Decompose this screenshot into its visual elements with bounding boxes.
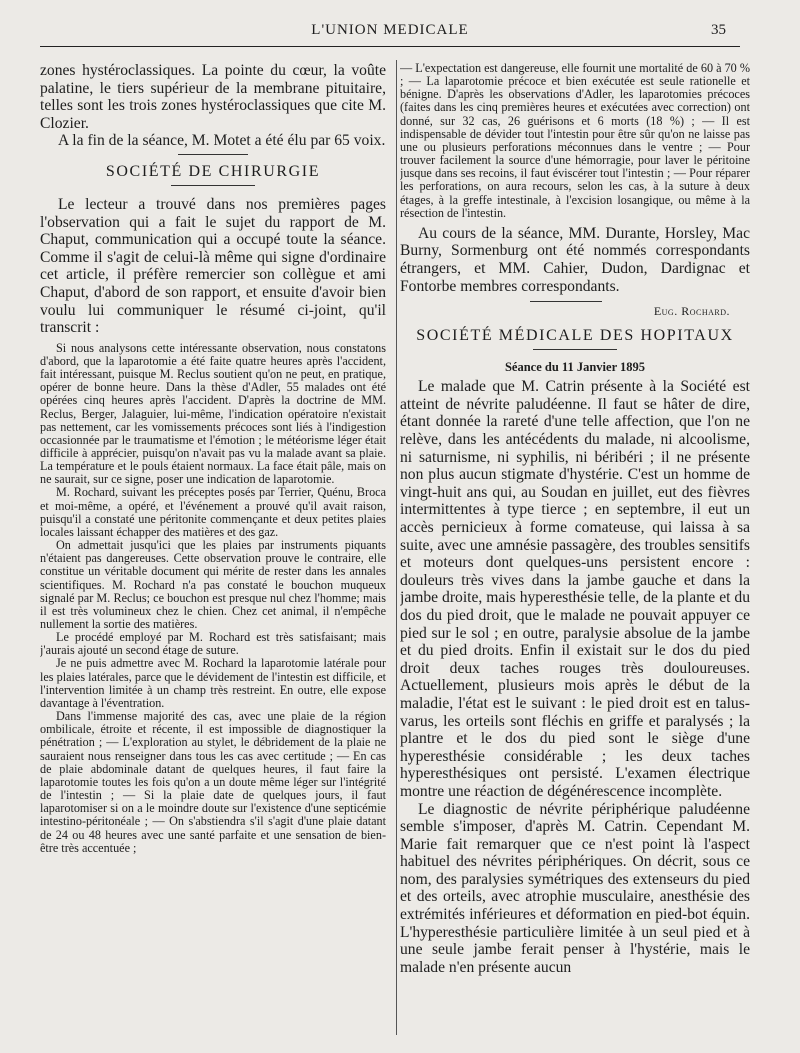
header-rule: [40, 46, 740, 47]
paragraph: zones hystéroclassiques. La pointe du cœur, la voûte palatine, le tiers supérieur de la membrane pituitaire, telles sont les trois zones hystéroclassiques que cite M. Clozier.: [40, 62, 386, 132]
section-title-chirurgie: SOCIÉTÉ DE CHIRURGIE: [105, 162, 321, 180]
quoted-paragraph: Je ne puis admettre avec M. Rochard la laparotomie latérale pour les plaies latérales, parce que le dévidement de l'intestin est difficile, et l'intervention limitée à un champ très restreint. En outre, elle expose davantage à l'éventration.: [40, 656, 386, 710]
paragraph: Le lecteur a trouvé dans nos premières pages l'observation qui a fait le sujet du rapport de M. Chaput, communication qui a occupé toute la séance. Comme il s'agit de celui-là même qui signe d'ordinaire cet article, il préfère remercier son collègue et ami Chaput, d'abord de son rapport, et ensuite d'avoir bien voulu lui communiquer le résumé ci-joint, qu'il transcrit :: [40, 195, 386, 337]
section-title-hopitaux: SOCIÉTÉ MÉDICALE DES HOPITAUX: [416, 327, 734, 345]
session-date: Séance du 11 Janvier 1895: [504, 360, 646, 375]
section-rule: [171, 185, 255, 186]
quoted-paragraph: M. Rochard, suivant les préceptes posés par Terrier, Quénu, Broca et moi-même, a opéré, et l'événement a prouvé qu'il avait raison, puisqu'il a constaté une péritonite commençante et deux petites plaies locales laissant échapper des matières et des gaz.: [40, 485, 386, 539]
quoted-paragraph: On admettait jusqu'ici que les plaies par instruments piquants n'étaient pas dangereuses. Cette observation prouve le contraire, elle constitue un véritable document qui mérite de rester dans les annales scientifiques. M. Rochard n'a pas constaté le bouchon muqueux signalé par M. Reclus; ce bouchon est presque nul chez l'homme; mais il est très volumineux chez le chien. Chez cet animal, il n'empêche nullement la sortie des matières.: [40, 538, 386, 631]
right-column: [400, 62, 750, 1042]
paragraph: Le diagnostic de névrite périphérique paludéenne semble s'imposer, d'après M. Catrin. Cependant M. Marie fait remarquer que ce n'est point là l'aspect habituel des névrites périphériques. On décrit, sous ce nom, des paralysies symétriques des extenseurs du pied et des orteils, avec atrophie musculaire, anesthésie des extrémités inférieures et déformation en pied-bot équin. L'hyperesthésie particulière limitée à un seul pied et à une seule jambe ferait penser à l'hystérie, mais le malade n'en présente aucun: [400, 800, 750, 976]
signature-rule: [530, 301, 602, 302]
paragraph: A la fin de la séance, M. Motet a été élu par 65 voix.: [58, 132, 386, 150]
running-header: [40, 20, 740, 44]
left-column: [40, 62, 386, 1042]
separator: [178, 154, 248, 155]
quoted-paragraph: Dans l'immense majorité des cas, avec une plaie de la région ombilicale, étroite et récente, il est impossible de diagnostiquer la pénétration ; — L'exploration au stylet, le débridement de la plaie ne sauraient nous renseigner dans tous les cas avec certitude ; — En cas de plaie abdominale datant de quelques heures, il faut faire la laparotomie toutes les fois qu'on a un doute même léger sur l'intégrité de l'intestin ; — Si la plaie date de quelques jours, il faut laparotomiser si on a le moindre doute sur l'existence d'une septicémie intestino-péritonéale ; — On s'abstiendra s'il s'agit d'une plaie datant de 24 ou 48 heures avec une santé parfaite et une sensation de bien-être très accentuée ;: [40, 709, 386, 855]
paragraph: Au cours de la séance, MM. Durante, Horsley, Mac Burny, Sormenburg ont été nommés correspondants étrangers, et MM. Cahier, Dudon, Dardignac et Fontorbe membres correspondants.: [400, 224, 750, 295]
quoted-paragraph: Le procédé employé par M. Rochard est très satisfaisant; mais j'aurais ajouté un second étage de suture.: [40, 630, 386, 658]
section-rule: [533, 349, 617, 350]
quoted-paragraph: Si nous analysons cette intéressante observation, nous constatons d'abord, que la laparotomie a été faite quatre heures après l'accident, fait intéressant, puisque M. Reclus soutient qu'on ne peut, en pratique, opérer de bonne heure. Dans la thèse d'Adler, 55 malades ont été opérées cinq heures après l'accident. D'après la doctrine de MM. Reclus, Berger, Jalaguier, lui-même, l'indication opératoire n'existait pas nettement, car les vomissements précoces sont liés à l'indigestion occasionnée par le traumatisme et l'émotion ; le météorisme léger était difficile à apprécier, puisqu'on n'avait pas vu la malade avant sa plaie. La température et le pouls étaient normaux. La face était pâle, mais on ne saurait, sur ce signe, poser une indication de laparotomie.: [40, 340, 386, 487]
signature: Eug. Rochard.: [653, 304, 730, 319]
column-divider: [396, 60, 397, 1035]
page-number: 35: [711, 22, 726, 38]
paragraph: Le malade que M. Catrin présente à la Société est atteint de névrite paludéenne. Il faut se hâter de dire, étant donnée la rareté d'une telle affection, que l'on ne relève, dans les antécédents du malade, ni alcoolisme, ni saturnisme, ni syphilis, ni béribéri ; il ne présente non plus aucun stigmate d'hystérie. C'est un homme de vingt-huit ans qui, au Soudan en juillet, eut des fièvres intermittentes à type tierce ; en septembre, il eut un accès pernicieux à forme comateuse, qui laissa à sa suite, avec une amnésie passagère, des troubles sensitifs et moteurs dont quelques-uns persistent encore : douleurs très vives dans la jambe gauche et dans la jambe droite, mais hyperesthésie telle, de la plante et du dos du pied droit, que le malade ne pouvait appuyer ce pied sur le sol ; en outre, paralysie absolue de la jambe et du pied droits. Enfin il existait sur le dos du pied droit deux taches rouges très douloureuses. Actuellement, plusieurs mois après le début de la maladie, l'état est le suivant : le pied droit est en talus-varus, les orteils sont fléchis en griffe et paralysés ; la plantre et le dos du pied sont le siège d'une hyperesthésie considérable ; les deux taches hyperesthésiques ont persisté. L'examen électrique montre une réaction de dégénérescence incomplète.: [400, 378, 750, 800]
quoted-paragraph: — L'expectation est dangereuse, elle fournit une mortalité de 60 à 70 % ; — La laparotomie précoce et bien exécutée est seule rationelle et bénigne. D'après les observations d'Adler, les laparotomies précoces (faites dans les cinq premières heures et exécutées avec correction) ont donné, sur 32 cas, 26 guérisons et 6 morts (18 %) ; — Il est indispensable de dévider tout l'intestin pour être sûr qu'on ne laisse pas une ou plusieurs perforations méconnues dans le ventre ; — Pour trouver facilement la source d'une hémorragie, pour laver le péritoine jusque dans ses recoins, il faut éviscérer tout l'intestin ; — Pour réparer les perforations, on aura recours, selon les cas, à la suture à deux étages, à la greffe intestinale, à l'excision losangique, ou même à la résection de l'intestin.: [400, 62, 750, 220]
journal-title: L'UNION MEDICALE: [311, 22, 469, 38]
